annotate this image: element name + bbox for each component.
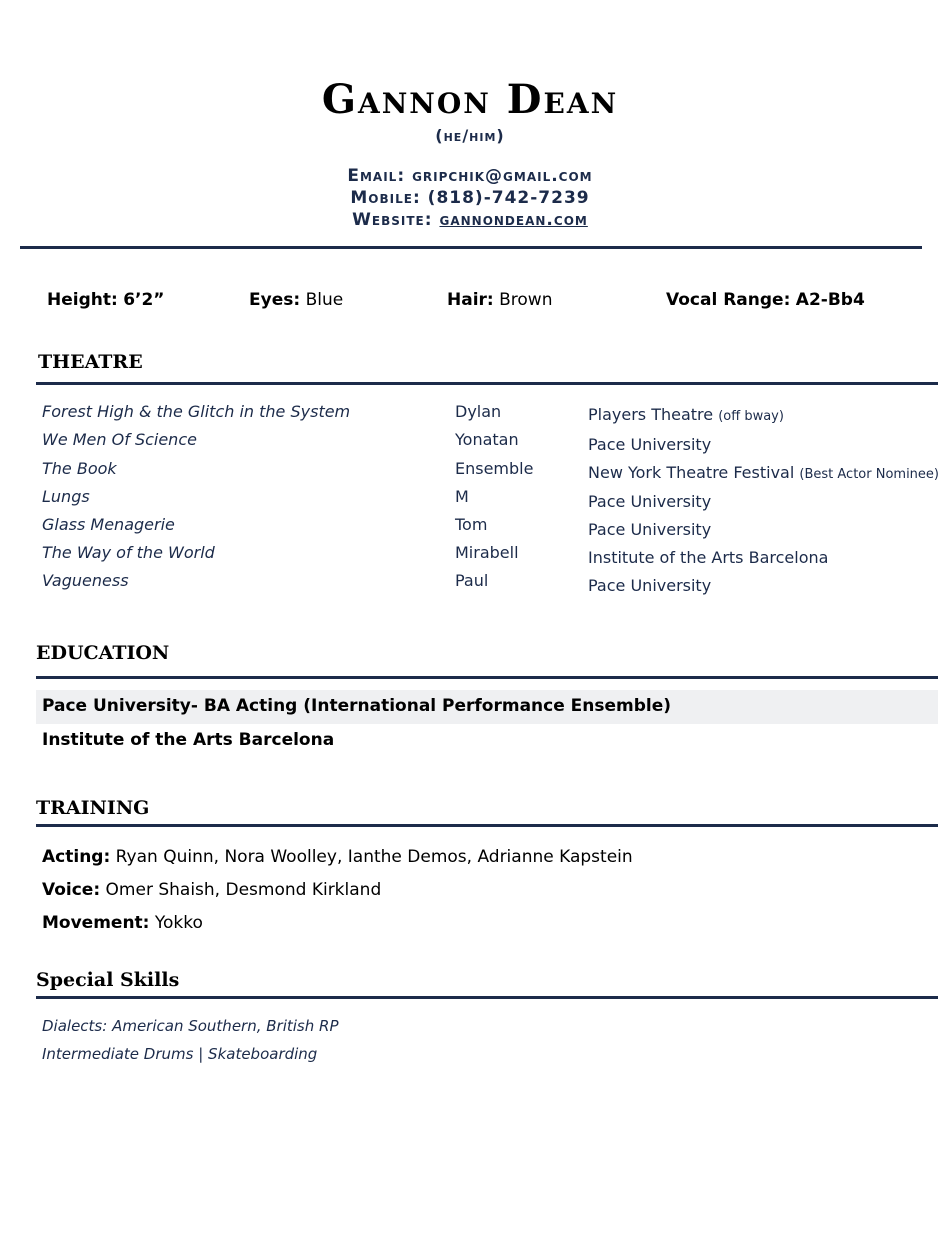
stat-vocal-value: A2-Bb4 bbox=[795, 290, 865, 310]
skill-item: Intermediate Drums | Skateboarding bbox=[42, 1045, 318, 1063]
stat-height bbox=[47, 290, 164, 310]
credit-venue: Pace University bbox=[588, 492, 712, 511]
training-value: Yokko bbox=[154, 913, 203, 933]
credit-show: Glass Menagerie bbox=[42, 515, 175, 534]
credit-show: We Men Of Science bbox=[42, 430, 197, 449]
credit-venue-note: (Best Actor Nominee) bbox=[799, 467, 939, 482]
training-voice bbox=[42, 880, 381, 900]
skill-item: Dialects: American Southern, British RP bbox=[42, 1017, 339, 1035]
stat-vocal-range bbox=[666, 290, 865, 310]
email-address[interactable]: gripchik@gmail.com bbox=[412, 166, 593, 186]
credit-venue-note: (off bway) bbox=[718, 409, 784, 424]
credit-venue: Institute of the Arts Barcelona bbox=[588, 548, 829, 567]
credit-venue: Pace University bbox=[588, 435, 712, 454]
training-value: Ryan Quinn, Nora Woolley, Ianthe Demos, Adrianne Kapstein bbox=[115, 847, 633, 867]
header-divider bbox=[20, 246, 922, 249]
skills-divider bbox=[36, 996, 938, 999]
stat-eyes bbox=[249, 290, 343, 310]
training-label: Acting: bbox=[42, 847, 111, 867]
education-item-text: Pace University- BA Acting (International Performance Ensemble) bbox=[42, 696, 672, 716]
section-title-skills: Special Skills bbox=[36, 969, 180, 991]
stat-height-label: Height: bbox=[47, 290, 118, 310]
stat-vocal-label: Vocal Range: bbox=[666, 290, 791, 310]
education-item-text: Institute of the Arts Barcelona bbox=[42, 730, 335, 750]
education-item bbox=[36, 724, 938, 758]
credit-role: Dylan bbox=[455, 402, 502, 421]
credit-show: The Book bbox=[42, 459, 117, 478]
stat-hair-value: Brown bbox=[499, 290, 553, 310]
stat-hair-label: Hair: bbox=[447, 290, 494, 310]
credit-venue: Pace University bbox=[588, 520, 712, 539]
credit-show: Lungs bbox=[42, 487, 90, 506]
credit-venue bbox=[588, 405, 784, 424]
credit-show: The Way of the World bbox=[42, 543, 215, 562]
mobile-number: (818)-742-7239 bbox=[427, 188, 590, 208]
credit-venue: Pace University bbox=[588, 576, 712, 595]
mobile-label: Mobile: bbox=[350, 188, 421, 208]
credit-role: Mirabell bbox=[455, 543, 519, 562]
education-divider bbox=[36, 676, 938, 679]
training-divider bbox=[36, 824, 938, 827]
credit-show: Vagueness bbox=[42, 571, 129, 590]
stat-eyes-label: Eyes: bbox=[249, 290, 301, 310]
training-label: Voice: bbox=[42, 880, 101, 900]
credit-role: Paul bbox=[455, 571, 489, 590]
resume-name: Gannon Dean bbox=[321, 76, 619, 123]
credit-show: Forest High & the Glitch in the System bbox=[42, 402, 351, 421]
mobile-line bbox=[0, 188, 940, 208]
pronouns: (he/him) bbox=[435, 126, 505, 145]
training-label: Movement: bbox=[42, 913, 150, 933]
stat-eyes-value: Blue bbox=[305, 290, 344, 310]
theatre-divider bbox=[36, 382, 938, 385]
credit-role: Tom bbox=[455, 515, 488, 534]
credit-venue-name: Players Theatre bbox=[588, 405, 714, 424]
email-label: Email: bbox=[347, 166, 406, 186]
training-movement bbox=[42, 913, 203, 933]
website-link[interactable]: gannondean.com bbox=[439, 210, 588, 230]
credit-venue-name: New York Theatre Festival bbox=[588, 463, 795, 482]
education-item bbox=[36, 690, 938, 724]
section-title-education: EDUCATION bbox=[36, 642, 170, 664]
credit-role: Yonatan bbox=[455, 430, 519, 449]
credit-role: M bbox=[455, 487, 469, 506]
section-title-theatre: THEATRE bbox=[38, 351, 143, 373]
credit-venue bbox=[588, 463, 939, 482]
stat-height-value: 6’2” bbox=[123, 290, 165, 310]
training-acting bbox=[42, 847, 633, 867]
credit-role: Ensemble bbox=[455, 459, 534, 478]
stat-hair bbox=[447, 290, 552, 310]
website-label: Website: bbox=[352, 210, 433, 230]
website-line bbox=[0, 210, 940, 230]
section-title-training: TRAINING bbox=[36, 797, 150, 819]
email-line bbox=[0, 166, 940, 186]
training-value: Omer Shaish, Desmond Kirkland bbox=[105, 880, 382, 900]
